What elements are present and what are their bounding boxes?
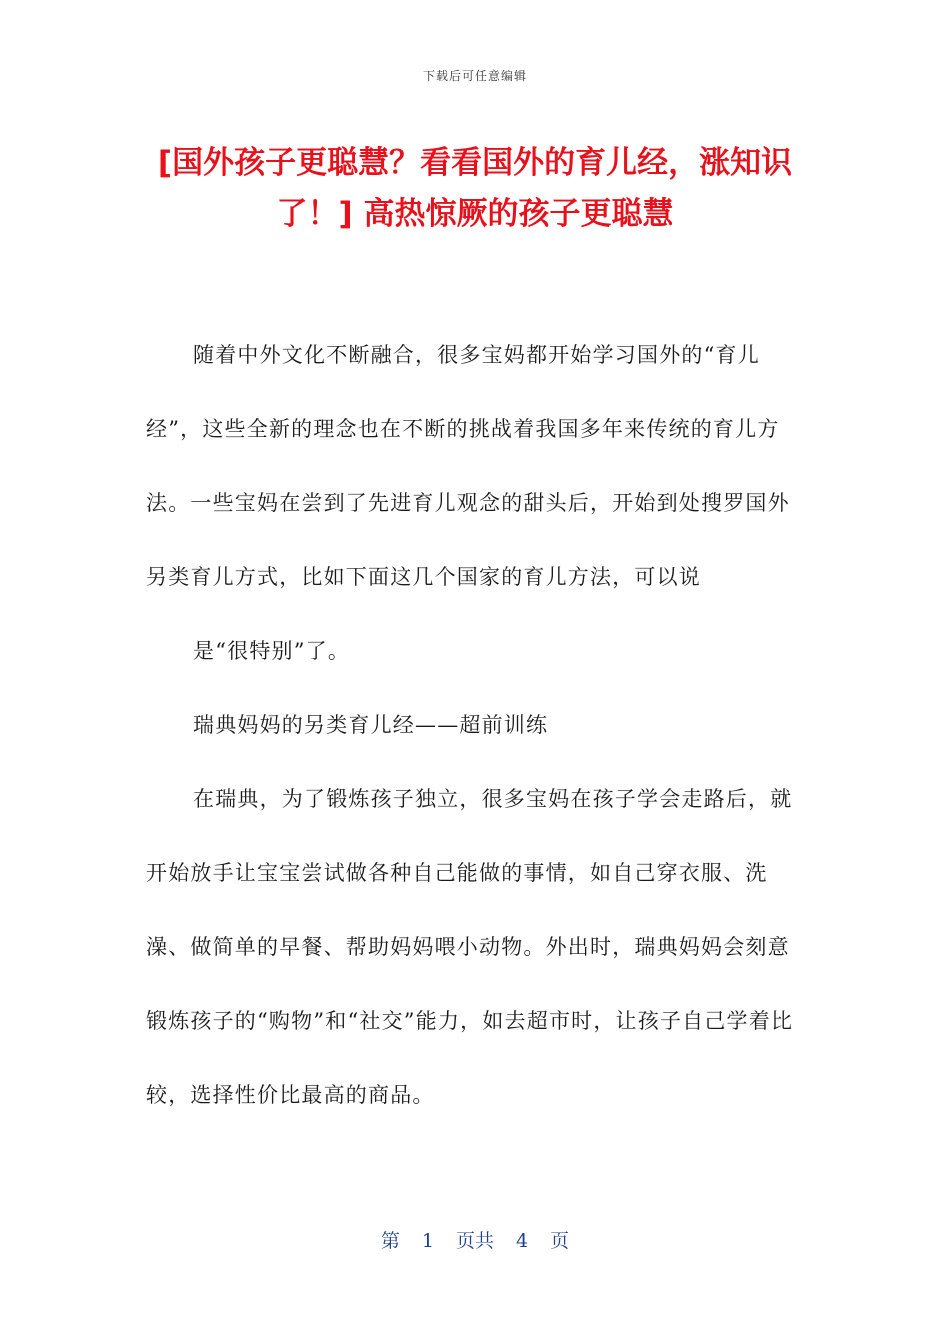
paragraph-sweden: 在瑞典，为了锻炼孩子独立，很多宝妈在孩子学会走路后，就开始放手让宝宝尝试做各种自己能做的事情，如自己穿衣服、洗澡、做简单的早餐、帮助妈妈喂小动物。外出时，瑞典妈妈会刻意锻炼孩子的“购物”和“社交”能力，如去超市时，让孩子自己学着比较，选择性价比最高的商品。 bbox=[146, 787, 794, 1107]
page-prefix: 第 bbox=[380, 1230, 400, 1252]
page-number-footer bbox=[0, 1226, 950, 1253]
document-body bbox=[146, 318, 806, 1132]
page-suffix: 页 bbox=[550, 1230, 570, 1252]
page-current: 1 bbox=[421, 1230, 434, 1252]
page-total: 4 bbox=[516, 1230, 529, 1252]
paragraph-intro: 随着中外文化不断融合，很多宝妈都开始学习国外的“育儿经”，这些全新的理念也在不断的挑战着我国多年来传统的育儿方法。一些宝妈在尝到了先进育儿观念的甜头后，开始到处搜罗国外另类育儿方式，比如下面这几个国家的育儿方法，可以说 bbox=[146, 343, 790, 589]
page-mid: 页共 bbox=[455, 1230, 494, 1252]
paragraph-intro-continued: 是“很特别”了。 bbox=[193, 639, 351, 663]
header-note: 下载后可任意编辑 bbox=[422, 69, 527, 83]
document-title: [国外孩子更聪慧？看看国外的育儿经，涨知识了！] 高热惊厥的孩子更聪慧 bbox=[157, 145, 793, 232]
section-heading-sweden: 瑞典妈妈的另类育儿经——超前训练 bbox=[193, 713, 549, 737]
